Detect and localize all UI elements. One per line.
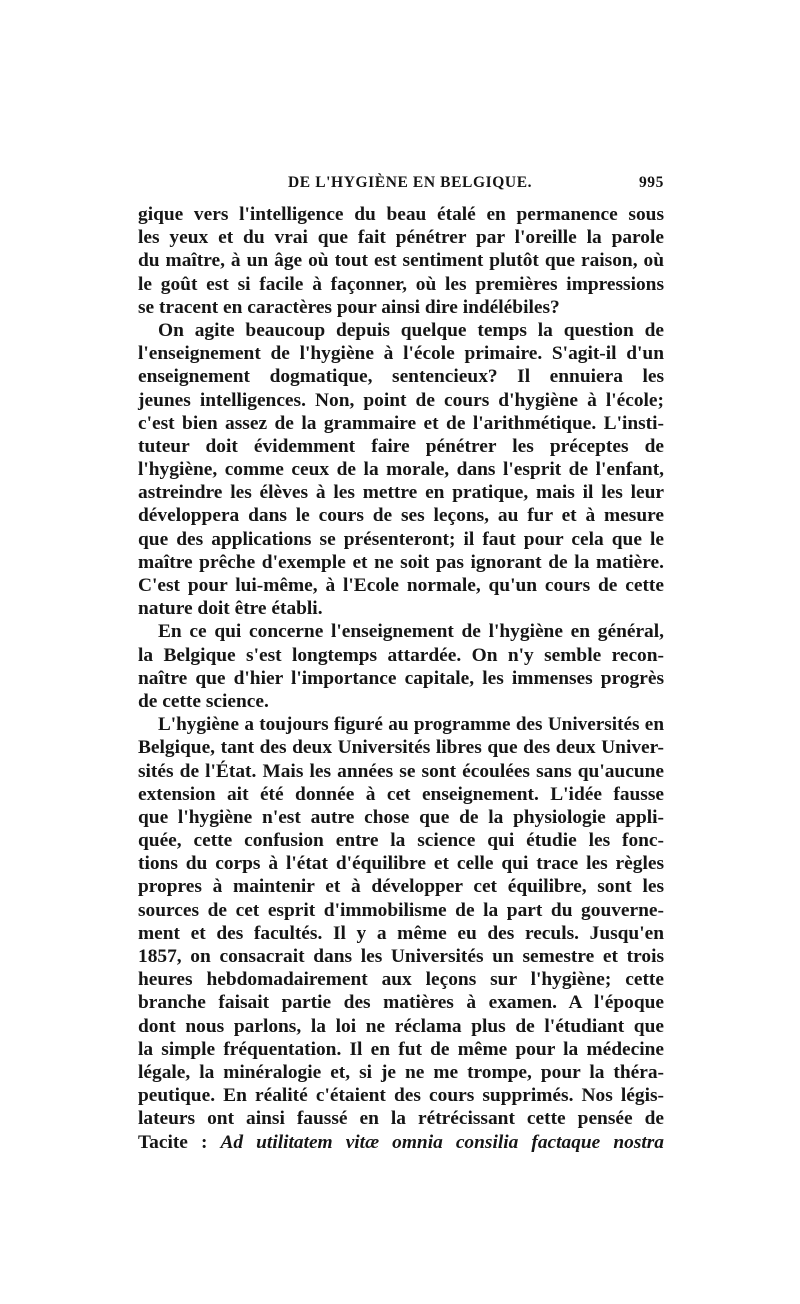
running-title: DE L'HYGIÈNE EN BELGIQUE. [288,174,533,191]
text-line: lateurs ont ainsi faussé en la rétrécissant cette pensée de [138,1108,664,1130]
text-line: l'hygiène, comme ceux de la morale, dans l'esprit de l'enfant, [138,459,664,481]
text-line: naître que d'hier l'importance capitale, les immenses progrès [138,667,664,689]
running-head [138,174,664,196]
text-line: tions du corps à l'état d'équilibre et celle qui trace les règles [138,853,664,875]
text-line: propres à maintenir et à développer cet équilibre, sont les [138,876,664,898]
text-line: c'est bien assez de la grammaire et de l'arithmétique. L'insti- [138,412,664,434]
text-line: peutique. En réalité c'étaient des cours supprimés. Nos légis- [138,1085,664,1107]
line-prefix: Tacite : [138,1131,221,1153]
text-line: sources de cet esprit d'immobilisme de la part du gouverne- [138,899,664,921]
text-line: que l'hygiène n'est autre chose que de la physiologie appli- [138,806,664,828]
text-line: 1857, on consacrait dans les Universités un semestre et trois [138,946,664,967]
text-line: dont nous parlons, la loi ne réclama plus de l'étudiant que [138,1015,664,1037]
text-line: la simple fréquentation. Il en fut de même pour la médecine [138,1038,664,1060]
paragraph-start-line: On agite beaucoup depuis quelque temps la question de [158,319,664,341]
text-line: extension ait été donnée à cet enseignement. L'idée fausse [138,783,664,805]
text-line: C'est pour lui-même, à l'Ecole normale, qu'un cours de cette [138,575,664,596]
text-line: les yeux et du vrai que fait pénétrer par l'oreille la parole [138,227,664,249]
paragraph-start-line: En ce qui concerne l'enseignement de l'hygiène en général, [158,621,664,643]
text-line: ment et des facultés. Il y a même eu des reculs. Jusqu'en [138,922,664,944]
text-line: Belgique, tant des deux Universités libres que des deux Univer- [138,737,664,759]
text-line: branche faisait partie des matières à examen. A l'époque [138,992,664,1014]
text-line: sités de l'État. Mais les années se sont écoulées sans qu'aucune [138,760,664,782]
text-line: le goût est si facile à façonner, où les premières impressions [138,273,664,295]
page-number: 995 [638,174,664,191]
text-line: que des applications se présenteront; il faut pour cela que le [138,528,664,550]
text-line: jeunes intelligences. Non, point de cours d'hygiène à l'école; [138,389,664,411]
text-line: se tracent en caractères pour ainsi dire indélébiles? [138,296,560,318]
text-line: enseignement dogmatique, sentencieux? Il ennuiera les [138,366,664,388]
text-line: astreindre les élèves à les mettre en pratique, mais il les leur [138,482,664,504]
paragraph-start-line: L'hygiène a toujours figuré au programme des Universités en [158,714,664,736]
text-line: gique vers l'intelligence du beau étalé en permanence sous [138,204,664,225]
text-line: la Belgique s'est longtemps attardée. On n'y semble recon- [138,644,664,666]
text-line: de cette science. [138,690,269,712]
latin-quotation: Ad utilitatem vitæ omnia consilia factaque nostra [220,1131,664,1153]
text-line: maître prêche d'exemple et ne soit pas ignorant de la matière. [138,551,664,573]
text-line: du maître, à un âge où tout est sentiment plutôt que raison, où [138,250,664,272]
text-line: l'enseignement de l'hygiène à l'école primaire. S'agit-il d'un [138,343,664,365]
text-line: quée, cette confusion entre la science qui étudie les fonc- [138,830,664,852]
text-line: légale, la minéralogie et, si je ne me trompe, pour la théra- [138,1061,664,1083]
body-text [138,203,664,1154]
text-line: développera dans le cours de ses leçons, au fur et à mesure [138,505,664,527]
text-line: heures hebdomadairement aux leçons sur l'hygiène; cette [138,969,664,991]
text-line: nature doit être établi. [138,598,323,620]
text-line: tuteur doit évidemment faire pénétrer les préceptes de [138,435,664,457]
last-text-line [138,1131,664,1154]
